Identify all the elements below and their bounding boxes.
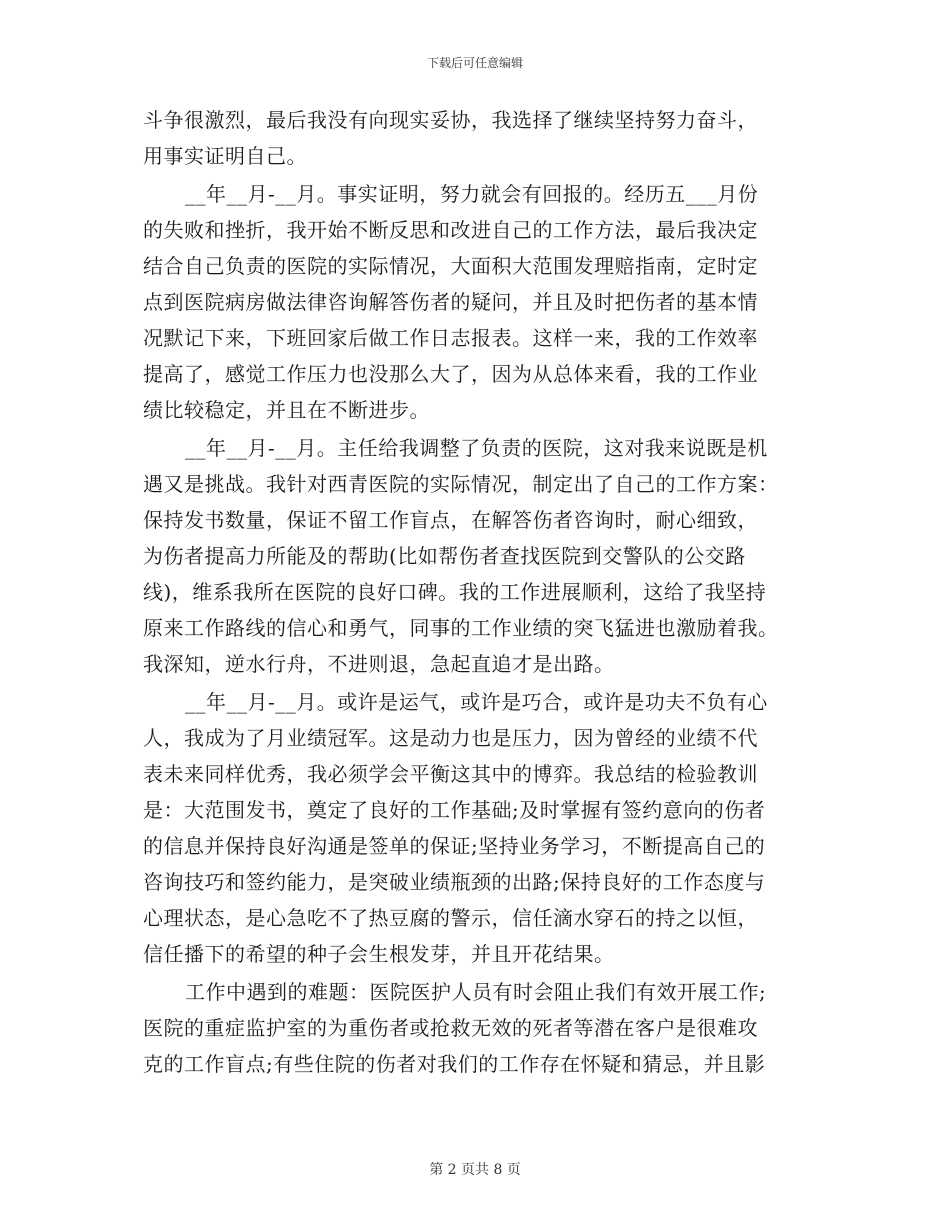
text-line: 为伤者提高力所能及的帮助(比如帮伤者查找医院到交警队的公交路 xyxy=(143,544,746,568)
text-line: 我深知，逆水行舟，不进则退，急起直追才是出路。 xyxy=(143,652,615,676)
text-line: 遇又是挑战。我针对西青医院的实际情况，制定出了自己的工作方案： xyxy=(143,472,779,496)
text-line: 原来工作路线的信心和勇气，同事的工作业绩的突飞猛进也激励着我。 xyxy=(143,616,779,640)
text-line: 人，我成为了月业绩冠军。这是动力也是压力，因为曾经的业绩不代 xyxy=(143,726,758,750)
text-line: __年__月-__月。事实证明，努力就会有回报的。经历五___月份 xyxy=(185,182,759,206)
text-line: 咨询技巧和签约能力，是突破业绩瓶颈的出路;保持良好的工作态度与 xyxy=(143,870,766,894)
paragraph-5 xyxy=(143,974,815,1082)
document-body xyxy=(143,102,815,1082)
text-line: 保持发书数量，保证不留工作盲点，在解答伤者咨询时，耐心细致， xyxy=(143,508,758,532)
text-line: __年__月-__月。主任给我调整了负责的医院，这对我来说既是机 xyxy=(185,436,768,460)
text-line: 的信息并保持良好沟通是签单的保证;坚持业务学习，不断提高自己的 xyxy=(143,834,766,858)
text-line: 克的工作盲点;有些住院的伤者对我们的工作存在怀疑和猜忌，并且影 xyxy=(143,1052,766,1076)
text-line: __年__月-__月。或许是运气，或许是巧合，或许是功夫不负有心 xyxy=(185,690,768,714)
text-line: 心理状态，是心急吃不了热豆腐的警示，信任滴水穿石的持之以恒， xyxy=(143,906,758,930)
text-line: 表未来同样优秀，我必须学会平衡这其中的博弈。我总结的检验教训 xyxy=(143,762,758,786)
text-line: 况默记下来，下班回家后做工作日志报表。这样一来，我的工作效率 xyxy=(143,326,758,350)
text-line: 绩比较稳定，并且在不断进步。 xyxy=(143,398,430,422)
text-line: 工作中遇到的难题：医院医护人员有时会阻止我们有效开展工作; xyxy=(185,980,767,1004)
paragraph-3 xyxy=(143,430,815,682)
paragraph-4 xyxy=(143,684,815,972)
paragraph-1 xyxy=(143,102,815,174)
text-line: 点到医院病房做法律咨询解答伤者的疑问，并且及时把伤者的基本情 xyxy=(143,290,758,314)
text-line: 斗争很激烈，最后我没有向现实妥协，我选择了继续坚持努力奋斗， xyxy=(143,108,758,132)
paragraph-2 xyxy=(143,176,815,428)
text-line: 用事实证明自己。 xyxy=(143,144,307,168)
text-line: 提高了，感觉工作压力也没那么大了，因为从总体来看，我的工作业 xyxy=(143,362,758,386)
page-number: 第 2 页共 8 页 xyxy=(429,1162,521,1178)
text-line: 信任播下的希望的种子会生根发芽，并且开花结果。 xyxy=(143,942,615,966)
text-line: 线)，维系我所在医院的良好口碑。我的工作进展顺利，这给了我坚持 xyxy=(143,580,767,604)
text-line: 结合自己负责的医院的实际情况，大面积大范围发理赔指南，定时定 xyxy=(143,254,758,278)
page-header: 下载后可任意编辑 xyxy=(426,56,523,70)
text-line: 医院的重症监护室的为重伤者或抢救无效的死者等潜在客户是很难攻 xyxy=(143,1016,758,1040)
text-line: 是：大范围发书，奠定了良好的工作基础;及时掌握有签约意向的伤者 xyxy=(143,798,766,822)
text-line: 的失败和挫折，我开始不断反思和改进自己的工作方法，最后我决定 xyxy=(143,218,758,242)
